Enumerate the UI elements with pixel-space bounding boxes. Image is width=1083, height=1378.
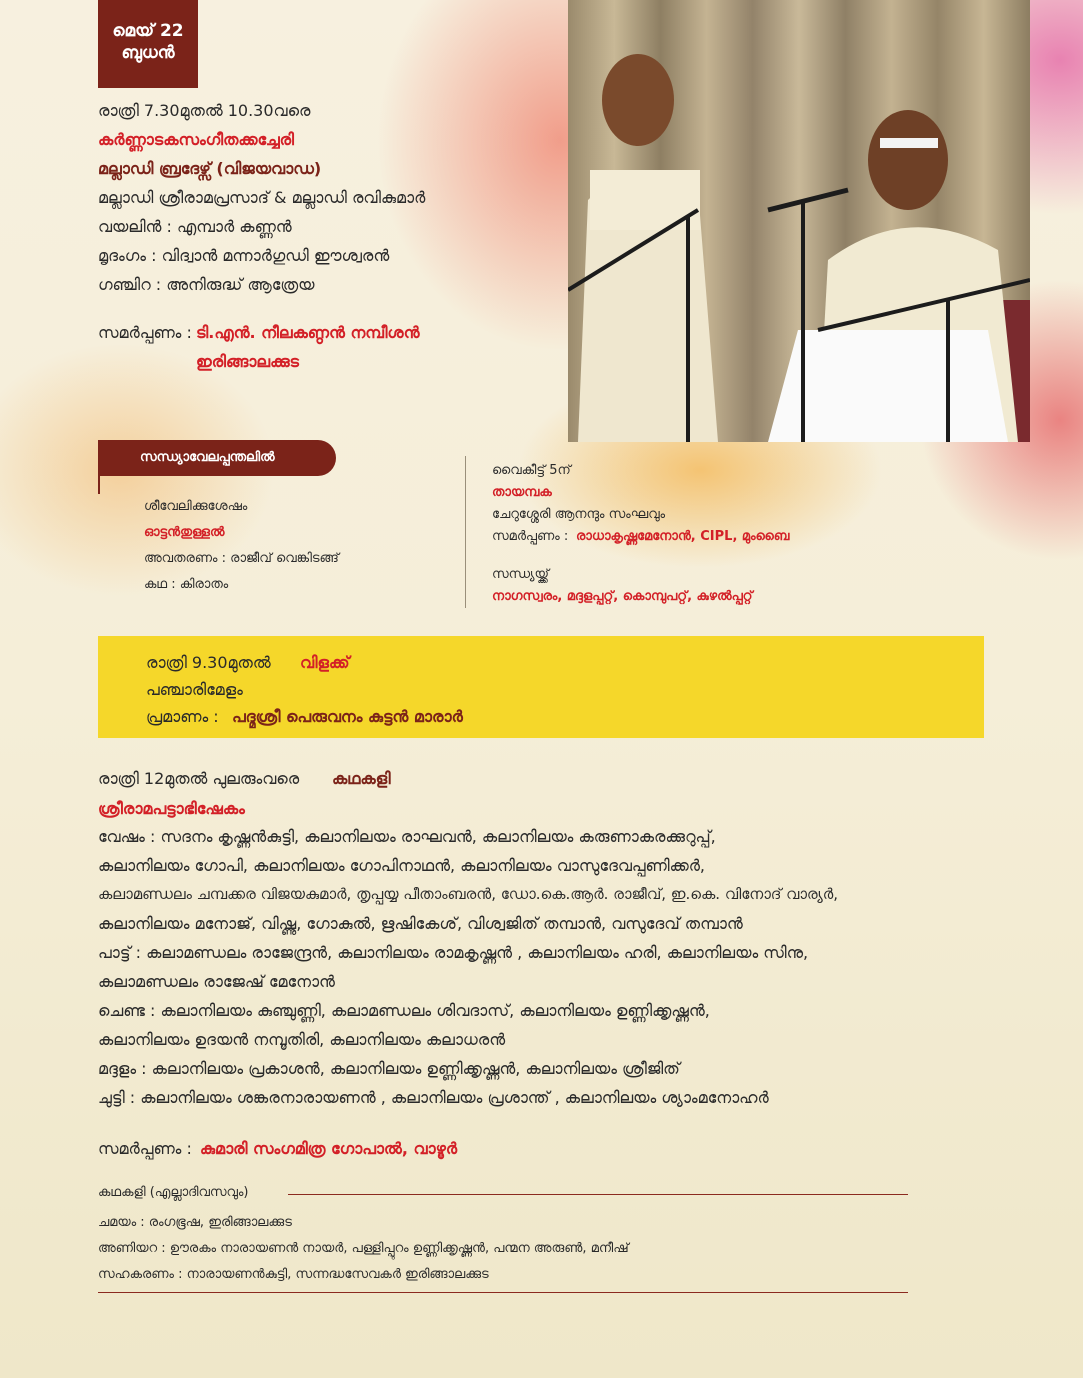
- vilakku-time: രാത്രി 9.30മുതൽ: [146, 653, 271, 672]
- concert-samarpanam-name: ടി.എൻ. നീലകണ്ഠൻ നമ്പീശൻ: [196, 323, 420, 342]
- date-day: മെയ് 22: [112, 21, 184, 41]
- date-weekday: ബുധൻ: [121, 43, 175, 63]
- date-badge: [98, 0, 198, 88]
- concert-names: മല്ലാഡി ശ്രീരാമപ്രസാദ് & മല്ലാഡി രവികുമാർ: [98, 188, 426, 207]
- kathakali-cast-line: കലാമണ്ഡലം ചമ്പക്കര വിജയകുമാർ, തൃപ്പയ്യ പീതാംബരൻ, ഡോ.കെ.ആർ. രാജീവ്, ഇ.കെ. വിനോദ് വാര്യർ,: [98, 885, 838, 903]
- concert-violin: വയലിൻ : എമ്പാർ കണ്ണൻ: [98, 217, 292, 236]
- concert-artists: മല്ലാഡി ബ്രദേഴ്സ് (വിജയവാഡ): [98, 159, 322, 178]
- footer-line-2: അണിയറ : ഊരകം നാരായണൻ നായർ, പള്ളിപ്പുറം ഉണ്ണിക്കൃഷ്ണൻ, പന്മന അരുൺ, മനീഷ്: [98, 1241, 629, 1256]
- concert-mridangam: മൃദംഗം : വിദ്വാൻ മന്നാർഗുഡി ഈശ്വരൻ: [98, 246, 390, 265]
- vilakku-line-3-name: പദ്മശ്രീ പെരുവനം കുട്ടൻ മാരാർ: [232, 707, 463, 726]
- sandhya-line-1: ശീവേലിക്കുശേഷം: [144, 499, 248, 514]
- sandhya-tab: സന്ധ്യാവേലപ്പന്തലിൽ: [98, 440, 336, 476]
- kathakali-cast-line: മദ്ദളം : കലാനിലയം പ്രകാശൻ, കലാനിലയം ഉണ്ണിക്കൃഷ്ണൻ, കലാനിലയം ശ്രീജിത്: [98, 1059, 680, 1078]
- sandhya-line-2: ഓട്ടൻതുള്ളൽ: [144, 525, 225, 540]
- vilakku-line-2: പഞ്ചാരിമേളം: [146, 680, 243, 699]
- performers-photo: [568, 0, 1030, 442]
- sandhya-line-3: അവതരണം : രാജീവ് വെങ്കിടങ്ങ്: [144, 551, 339, 566]
- vertical-divider: [465, 456, 466, 608]
- evening-line-4-label: സമർപ്പണം :: [492, 529, 569, 544]
- sandhya-line-4: കഥ : കിരാതം: [144, 577, 229, 592]
- kathakali-title: കഥകളി: [332, 769, 391, 788]
- concert-samarpanam-place: ഇരിങ്ങാലക്കുട: [196, 352, 299, 371]
- kathakali-samarpanam-name: കുമാരി സംഗമിത്ര ഗോപാൽ, വാഴൂർ: [200, 1139, 458, 1158]
- footer-line-3: സഹകരണം : നാരായണൻകുട്ടി, സന്നദ്ധസേവകർ ഇരിങ്ങാലക്കുട: [98, 1267, 489, 1282]
- kathakali-play: ശ്രീരാമപട്ടാഭിഷേകം: [98, 799, 245, 818]
- kathakali-cast-line: കലാനിലയം ഗോപി, കലാനിലയം ഗോപിനാഥൻ, കലാനിലയം വാസുദേവപ്പണിക്കർ,: [98, 856, 705, 875]
- concert-ganjira: ഗഞ്ചിറ : അനിരുദ്ധ് ആത്രേയ: [98, 275, 315, 294]
- kathakali-cast-line: കലാമണ്ഡലം രാജേഷ് മേനോൻ: [98, 972, 335, 991]
- evening-line-5: സന്ധ്യയ്ക്ക്: [492, 567, 549, 582]
- kathakali-cast-line: പാട്ട് : കലാമണ്ഡലം രാജേന്ദ്രൻ, കലാനിലയം രാമകൃഷ്ണൻ , കലാനിലയം ഹരി, കലാനിലയം സിനു,: [98, 943, 809, 962]
- concert-samarpanam-label: സമർപ്പണം :: [98, 323, 192, 342]
- evening-line-6: നാഗസ്വരം, മദ്ദളപ്പറ്റ്, കൊമ്പുപറ്റ്, കുഴൽപ്പറ്റ്: [492, 589, 753, 604]
- kathakali-cast-line: ചുട്ടി : കലാനിലയം ശങ്കരനാരായണൻ , കലാനിലയം പ്രശാന്ത് , കലാനിലയം ശ്യാംമനോഹർ: [98, 1088, 769, 1107]
- vilakku-title: വിളക്ക്: [300, 653, 350, 672]
- kathakali-cast-line: ചെണ്ട : കലാനിലയം കുഞ്ചുണ്ണി, കലാമണ്ഡലം ശിവദാസ്, കലാനിലയം ഉണ്ണിക്കൃഷ്ണൻ,: [98, 1001, 710, 1020]
- vilakku-line-3-label: പ്രമാണം :: [146, 707, 219, 726]
- evening-line-1: വൈകീട്ട് 5ന്: [492, 463, 571, 478]
- concert-time: രാത്രി 7.30മുതൽ 10.30വരെ: [98, 101, 311, 120]
- evening-line-3: ചേറുശ്ശേരി ആനന്ദും സംഘവും: [492, 507, 666, 522]
- kathakali-time: രാത്രി 12മുതൽ പുലരുംവരെ: [98, 769, 300, 788]
- kathakali-cast-line: വേഷം : സദനം കൃഷ്ണൻകുട്ടി, കലാനിലയം രാഘവൻ, കലാനിലയം കരുണാകരക്കുറുപ്പ്,: [98, 827, 716, 846]
- kathakali-samarpanam-label: സമർപ്പണം :: [98, 1139, 192, 1158]
- kathakali-cast-line: കലാനിലയം ഉദയൻ നമ്പൂതിരി, കലാനിലയം കലാധരൻ: [98, 1030, 506, 1049]
- concert-title: കർണ്ണാടകസംഗീതക്കച്ചേരി: [98, 130, 294, 149]
- footer-heading: കഥകളി (എല്ലാദിവസവും): [98, 1185, 249, 1200]
- kathakali-cast-line: കലാനിലയം മനോജ്, വിഷ്ണു, ഗോകുൽ, ഋഷികേശ്, വിശ്വജിത് തമ്പാൻ, വസുദേവ് തമ്പാൻ: [98, 914, 743, 933]
- evening-line-4-name: രാധാകൃഷ്ണമേനോൻ, CIPL, മുംബൈ: [576, 529, 790, 544]
- footer-line-1: ചമയം : രംഗഭൂഷ, ഇരിങ്ങാലക്കുട: [98, 1215, 292, 1230]
- kathakali-cast-list: [98, 822, 978, 1112]
- evening-line-2: തായമ്പക: [492, 485, 552, 500]
- footer-bottom-rule: [98, 1292, 908, 1293]
- sandhya-tab-tail: [98, 476, 110, 494]
- footer-heading-rule: [288, 1194, 908, 1195]
